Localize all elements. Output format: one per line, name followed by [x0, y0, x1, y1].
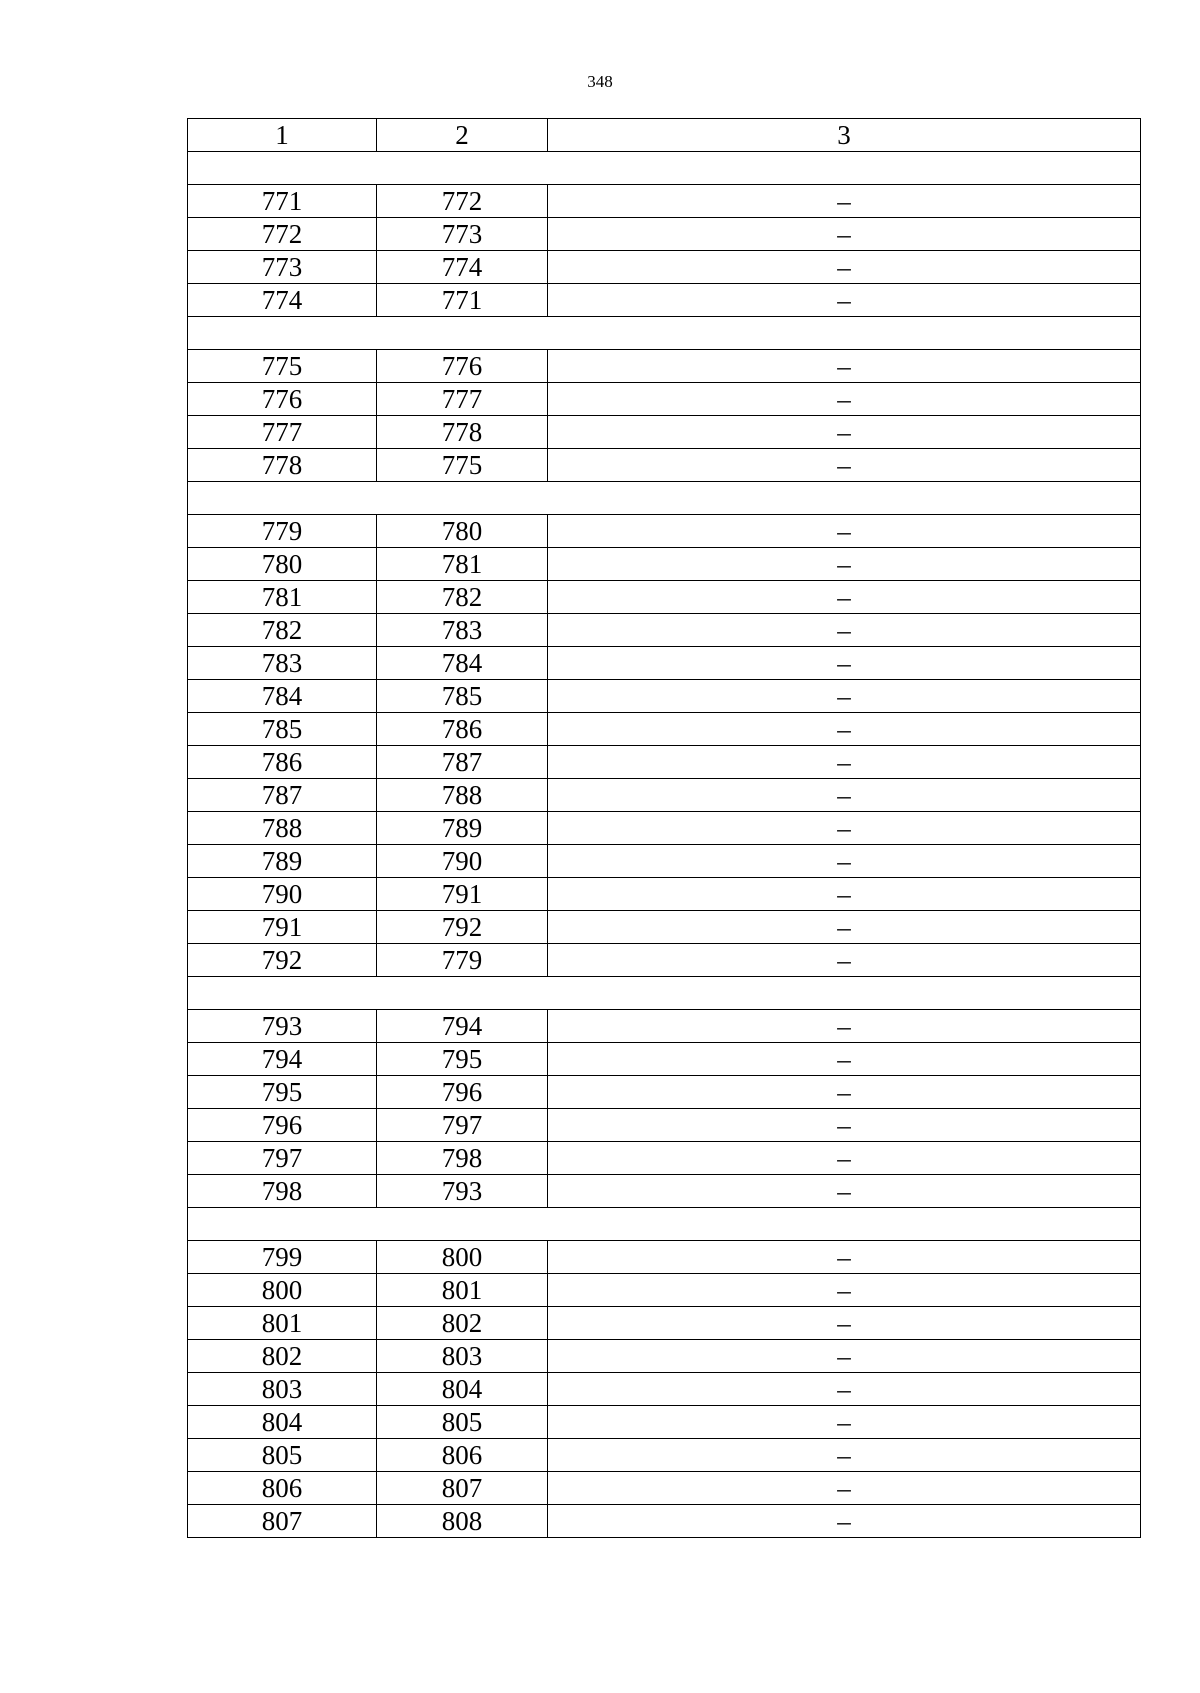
table-cell-col-2: 792: [377, 911, 548, 944]
table-row: [188, 218, 1141, 251]
table-row: [188, 350, 1141, 383]
table-cell-col-1: 802: [188, 1340, 377, 1373]
table-cell-col-2: 805: [377, 1406, 548, 1439]
table-cell-col-3: –: [548, 449, 1141, 482]
table-cell-col-3: –: [548, 548, 1141, 581]
table-row: [188, 1241, 1141, 1274]
table-cell-col-3: –: [548, 1472, 1141, 1505]
table-row: [188, 1472, 1141, 1505]
table-cell-col-2: 787: [377, 746, 548, 779]
table-cell-col-3: –: [548, 1274, 1141, 1307]
table-cell-col-2: 786: [377, 713, 548, 746]
table-cell-col-2: 797: [377, 1109, 548, 1142]
table-cell-col-1: 786: [188, 746, 377, 779]
group-separator-row: [188, 1208, 1141, 1241]
table-row: [188, 845, 1141, 878]
table-cell-col-2: 782: [377, 581, 548, 614]
table-cell-col-2: 777: [377, 383, 548, 416]
table-cell-col-3: –: [548, 779, 1141, 812]
table-row: [188, 680, 1141, 713]
table-cell-col-1: 778: [188, 449, 377, 482]
table-cell-col-2: 781: [377, 548, 548, 581]
table-cell-col-2: 807: [377, 1472, 548, 1505]
table-cell-col-1: 801: [188, 1307, 377, 1340]
table-row: [188, 746, 1141, 779]
table-cell-col-2: 772: [377, 185, 548, 218]
data-table: [187, 118, 1141, 1538]
table-cell-col-1: 791: [188, 911, 377, 944]
table-cell-col-2: 774: [377, 251, 548, 284]
table-cell-col-1: 785: [188, 713, 377, 746]
table-cell-col-2: 783: [377, 614, 548, 647]
group-separator-cell: [188, 482, 1141, 515]
table-body: [188, 119, 1141, 1538]
table-cell-col-1: 776: [188, 383, 377, 416]
table-cell-col-1: 794: [188, 1043, 377, 1076]
table-cell-col-3: –: [548, 1373, 1141, 1406]
table-cell-col-3: –: [548, 1340, 1141, 1373]
table-cell-col-3: –: [548, 350, 1141, 383]
table-row: [188, 1175, 1141, 1208]
table-cell-col-3: –: [548, 878, 1141, 911]
table-cell-col-1: 772: [188, 218, 377, 251]
table-cell-col-1: 782: [188, 614, 377, 647]
table-cell-col-3: –: [548, 1439, 1141, 1472]
table-cell-col-3: –: [548, 911, 1141, 944]
table-cell-col-1: 789: [188, 845, 377, 878]
table-cell-col-2: 798: [377, 1142, 548, 1175]
table-cell-col-3: –: [548, 713, 1141, 746]
table-cell-col-1: 783: [188, 647, 377, 680]
table-cell-col-2: 802: [377, 1307, 548, 1340]
table-row: [188, 944, 1141, 977]
table-row: [188, 185, 1141, 218]
table-row: [188, 1406, 1141, 1439]
table-cell-col-1: 784: [188, 680, 377, 713]
table-cell-col-2: 808: [377, 1505, 548, 1538]
table-cell-col-2: 780: [377, 515, 548, 548]
table-cell-col-1: 805: [188, 1439, 377, 1472]
table-cell-col-1: 800: [188, 1274, 377, 1307]
table-cell-col-2: 791: [377, 878, 548, 911]
table-cell-col-2: 778: [377, 416, 548, 449]
table-cell-col-3: –: [548, 1307, 1141, 1340]
column-header-3: 3: [548, 119, 1141, 152]
table-row: [188, 515, 1141, 548]
table-cell-col-1: 787: [188, 779, 377, 812]
table-cell-col-1: 806: [188, 1472, 377, 1505]
group-separator-row: [188, 152, 1141, 185]
table-cell-col-3: –: [548, 1109, 1141, 1142]
table-cell-col-2: 789: [377, 812, 548, 845]
table-cell-col-3: –: [548, 812, 1141, 845]
table-row: [188, 1010, 1141, 1043]
table-cell-col-2: 776: [377, 350, 548, 383]
table-cell-col-2: 773: [377, 218, 548, 251]
table-cell-col-2: 779: [377, 944, 548, 977]
table-cell-col-2: 801: [377, 1274, 548, 1307]
table-cell-col-2: 788: [377, 779, 548, 812]
table-cell-col-3: –: [548, 1076, 1141, 1109]
table-cell-col-1: 793: [188, 1010, 377, 1043]
table-cell-col-3: –: [548, 1175, 1141, 1208]
table-cell-col-2: 803: [377, 1340, 548, 1373]
group-separator-row: [188, 977, 1141, 1010]
table-cell-col-3: –: [548, 1406, 1141, 1439]
table-row: [188, 647, 1141, 680]
table-cell-col-2: 775: [377, 449, 548, 482]
table-cell-col-3: –: [548, 383, 1141, 416]
table-row: [188, 878, 1141, 911]
table-row: [188, 1373, 1141, 1406]
table-cell-col-1: 803: [188, 1373, 377, 1406]
table-cell-col-3: –: [548, 284, 1141, 317]
column-header-2: 2: [377, 119, 548, 152]
table-cell-col-3: –: [548, 1505, 1141, 1538]
table-cell-col-2: 806: [377, 1439, 548, 1472]
table-row: [188, 812, 1141, 845]
table-cell-col-1: 796: [188, 1109, 377, 1142]
table-cell-col-2: 784: [377, 647, 548, 680]
table-cell-col-3: –: [548, 680, 1141, 713]
table-cell-col-1: 777: [188, 416, 377, 449]
table-cell-col-1: 795: [188, 1076, 377, 1109]
table-cell-col-3: –: [548, 218, 1141, 251]
table-cell-col-2: 785: [377, 680, 548, 713]
table-cell-col-3: –: [548, 251, 1141, 284]
table-row: [188, 284, 1141, 317]
column-header-1: 1: [188, 119, 377, 152]
table-cell-col-2: 800: [377, 1241, 548, 1274]
table-cell-col-1: 788: [188, 812, 377, 845]
table-cell-col-2: 794: [377, 1010, 548, 1043]
table-row: [188, 1076, 1141, 1109]
table-cell-col-2: 796: [377, 1076, 548, 1109]
group-separator-row: [188, 482, 1141, 515]
group-separator-cell: [188, 317, 1141, 350]
table-cell-col-3: –: [548, 1241, 1141, 1274]
table-cell-col-1: 804: [188, 1406, 377, 1439]
table-cell-col-3: –: [548, 944, 1141, 977]
group-separator-cell: [188, 1208, 1141, 1241]
table-cell-col-1: 790: [188, 878, 377, 911]
table-row: [188, 1439, 1141, 1472]
table-cell-col-1: 798: [188, 1175, 377, 1208]
group-separator-row: [188, 317, 1141, 350]
table-row: [188, 251, 1141, 284]
table-row: [188, 911, 1141, 944]
table-cell-col-3: –: [548, 647, 1141, 680]
table-cell-col-3: –: [548, 845, 1141, 878]
table-row: [188, 449, 1141, 482]
table-cell-col-2: 771: [377, 284, 548, 317]
table-cell-col-1: 775: [188, 350, 377, 383]
table-row: [188, 1142, 1141, 1175]
table-row: [188, 581, 1141, 614]
group-separator-cell: [188, 977, 1141, 1010]
table-cell-col-1: 797: [188, 1142, 377, 1175]
table-cell-col-1: 792: [188, 944, 377, 977]
table-cell-col-2: 790: [377, 845, 548, 878]
table-cell-col-1: 799: [188, 1241, 377, 1274]
table-cell-col-1: 773: [188, 251, 377, 284]
group-separator-cell: [188, 152, 1141, 185]
table-cell-col-3: –: [548, 746, 1141, 779]
table-row: [188, 1307, 1141, 1340]
table-row: [188, 548, 1141, 581]
table-row: [188, 383, 1141, 416]
table-cell-col-2: 795: [377, 1043, 548, 1076]
table-cell-col-1: 807: [188, 1505, 377, 1538]
table-cell-col-1: 780: [188, 548, 377, 581]
table-cell-col-3: –: [548, 1010, 1141, 1043]
table-row: [188, 1274, 1141, 1307]
table-row: [188, 614, 1141, 647]
page-number: 348: [587, 72, 613, 91]
table-header-row: [188, 119, 1141, 152]
table-row: [188, 779, 1141, 812]
table-row: [188, 416, 1141, 449]
table-row: [188, 713, 1141, 746]
table-cell-col-1: 781: [188, 581, 377, 614]
table-row: [188, 1043, 1141, 1076]
table-cell-col-1: 779: [188, 515, 377, 548]
table-cell-col-1: 771: [188, 185, 377, 218]
table-row: [188, 1340, 1141, 1373]
table-cell-col-3: –: [548, 185, 1141, 218]
table-cell-col-3: –: [548, 614, 1141, 647]
table-cell-col-3: –: [548, 515, 1141, 548]
table-cell-col-3: –: [548, 416, 1141, 449]
table-row: [188, 1505, 1141, 1538]
table-cell-col-2: 804: [377, 1373, 548, 1406]
table-row: [188, 1109, 1141, 1142]
table-cell-col-2: 793: [377, 1175, 548, 1208]
table-cell-col-3: –: [548, 1142, 1141, 1175]
table-cell-col-3: –: [548, 1043, 1141, 1076]
table-cell-col-3: –: [548, 581, 1141, 614]
table-cell-col-1: 774: [188, 284, 377, 317]
